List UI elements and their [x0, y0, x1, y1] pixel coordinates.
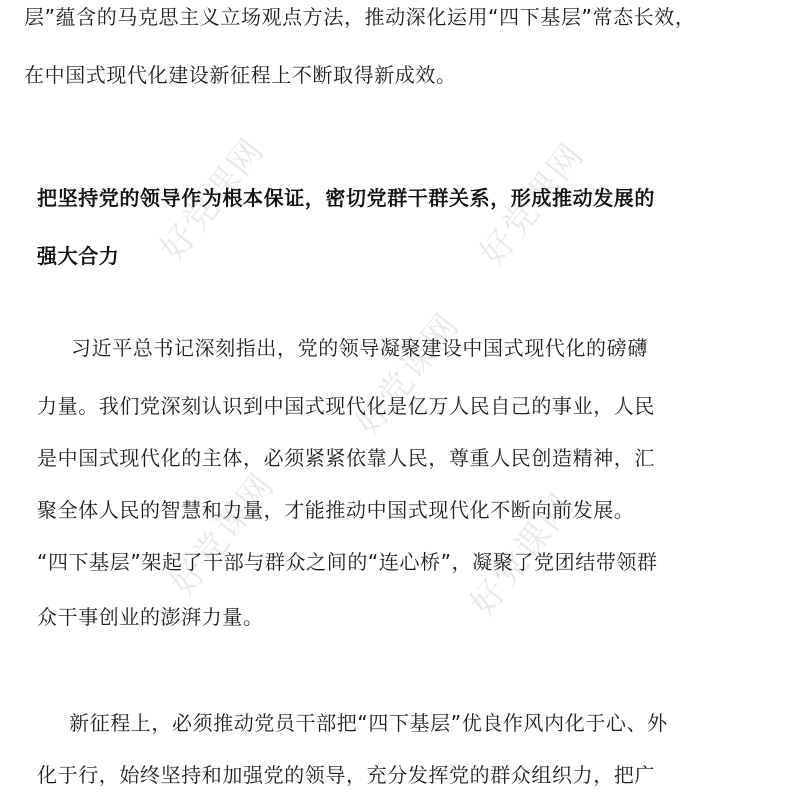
paragraph-line: 在中国式现代化建设新征程上不断取得新成效。 — [24, 63, 457, 87]
paragraph-line: 是中国式现代化的主体，必须紧紧依靠人民，尊重人民创造精神，汇 — [37, 446, 655, 470]
paragraph-line: 聚全体人民的智慧和力量，才能推动中国式现代化不断向前发展。 — [37, 498, 635, 522]
paragraph-line: 习近平总书记深刻指出，党的领导凝聚建设中国式现代化的磅礴 — [71, 336, 648, 360]
watermark: 好党课网 — [162, 465, 283, 604]
heading-line: 把坚持党的领导作为根本保证，密切党群干群关系，形成推动发展的 — [37, 186, 655, 210]
paragraph-line: “四下基层”架起了干部与群众之间的“连心桥”，凝聚了党团结带领群 — [37, 550, 658, 574]
watermark: 好党课网 — [347, 305, 468, 444]
paragraph-line: 力量。我们党深刻认识到中国式现代化是亿万人民自己的事业，人民 — [37, 394, 655, 418]
watermark: 好党课网 — [462, 485, 583, 624]
paragraph-line: 众干事创业的澎湃力量。 — [37, 605, 264, 629]
paragraph-line: 层”蕴含的马克思主义立场观点方法，推动深化运用“四下基层”常态长效， — [24, 5, 696, 29]
paragraph-line: 化于行，始终坚持和加强党的领导，充分发挥党的群众组织力，把广 — [37, 763, 655, 787]
paragraph-line: 新征程上，必须推动党员干部把“四下基层”优良作风内化于心、外 — [69, 711, 668, 735]
watermark: 好党课网 — [472, 135, 593, 274]
watermark: 好党课网 — [152, 130, 273, 269]
heading-line: 强大合力 — [37, 244, 120, 268]
